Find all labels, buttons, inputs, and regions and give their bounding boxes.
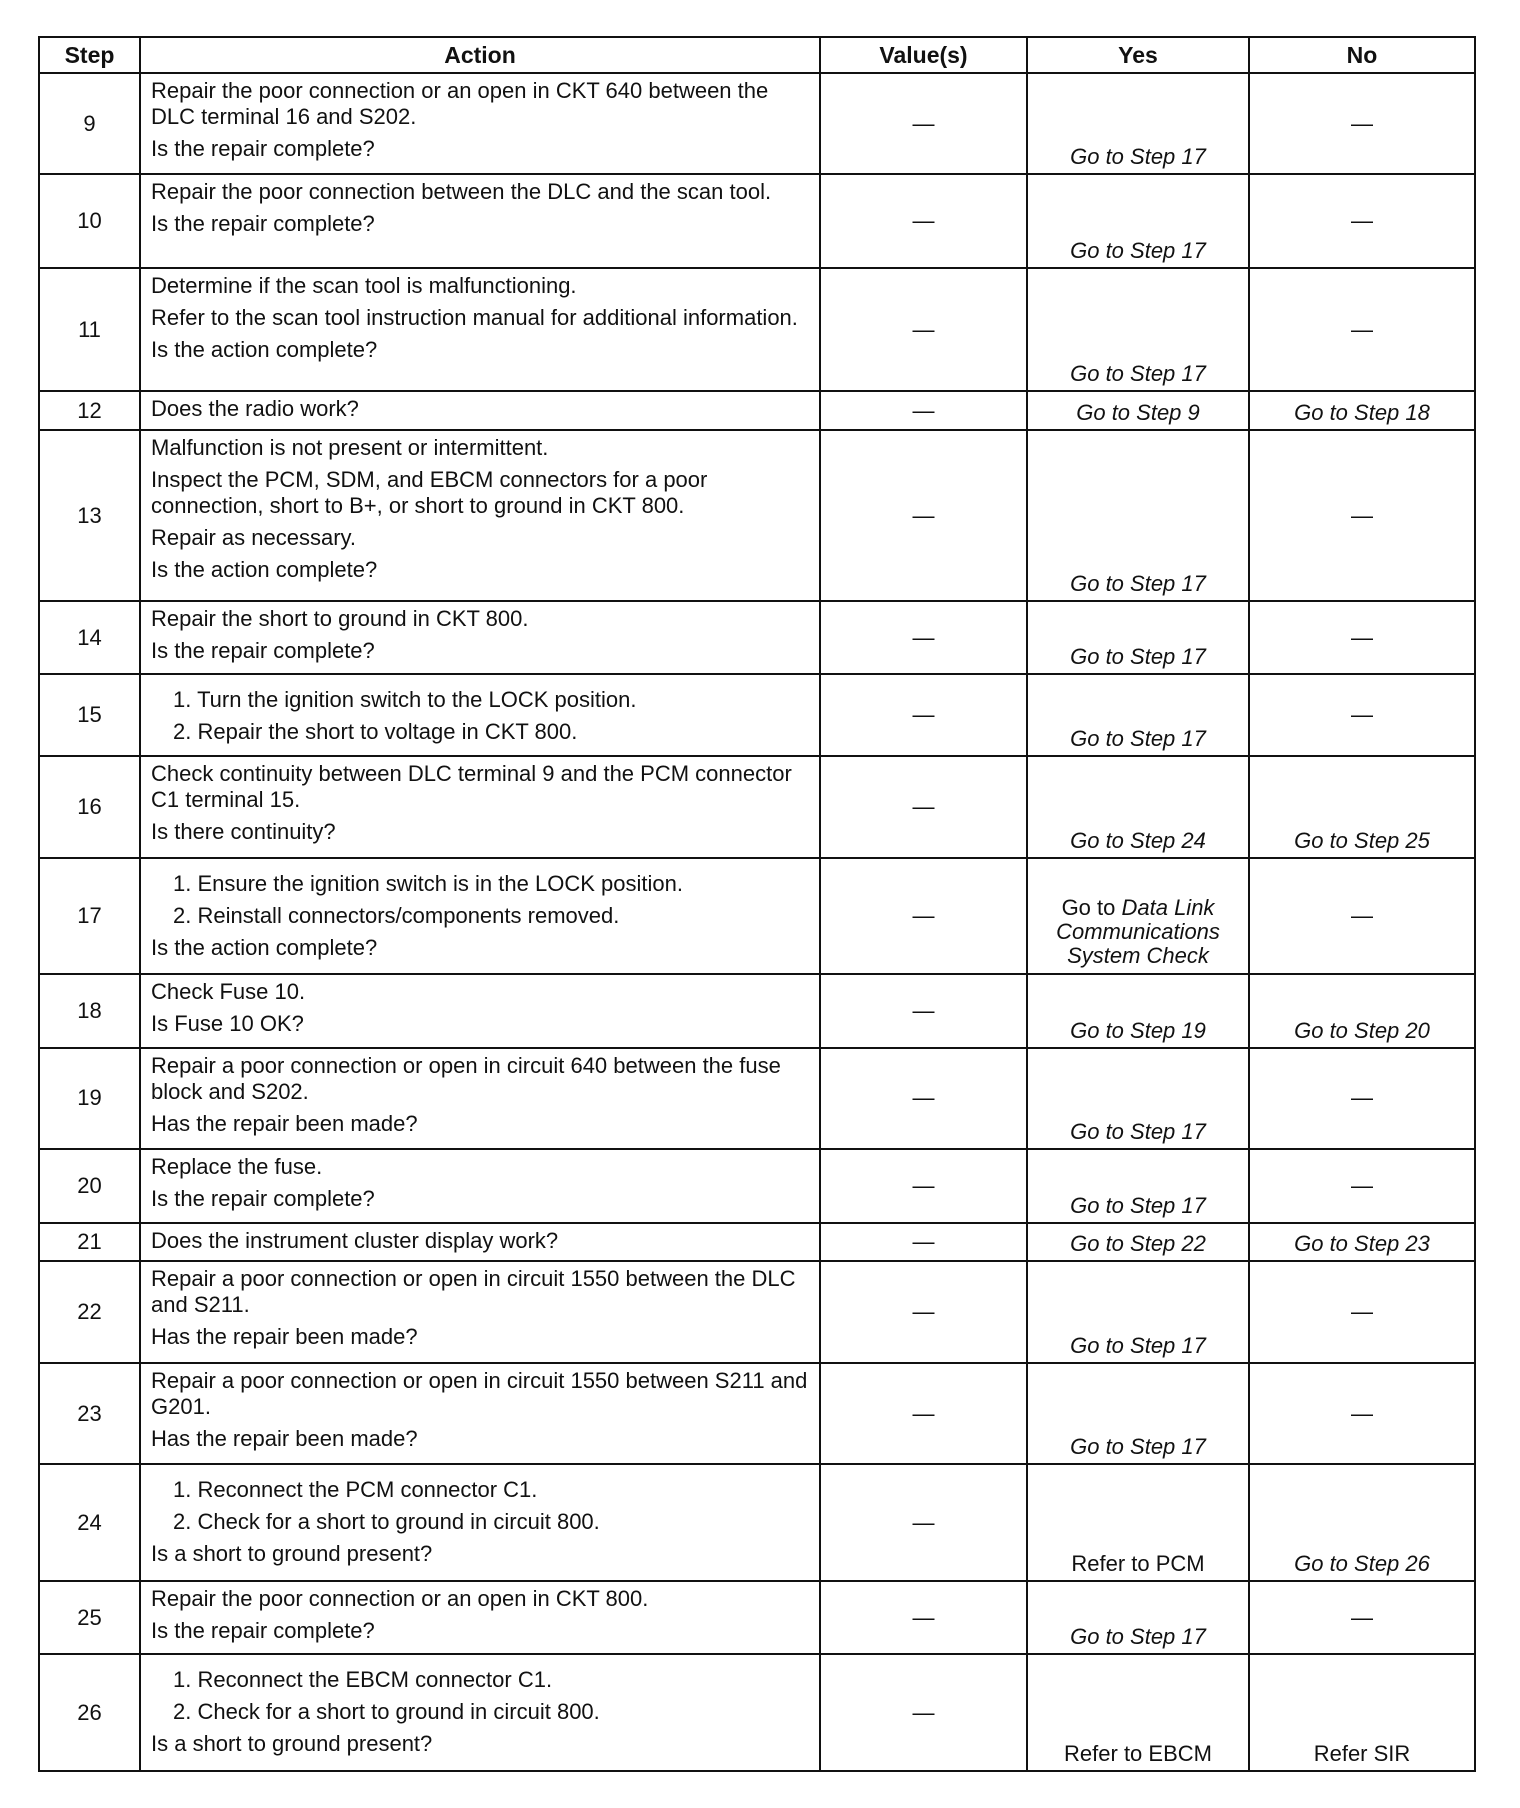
value-cell [820, 1654, 1027, 1771]
step-number: 20 [39, 1149, 140, 1222]
numbered-instruction: 1. Turn the ignition switch to the LOCK position. [173, 687, 637, 713]
value-cell [820, 1464, 1027, 1581]
yes-reference-link-line1: Data Link [1121, 895, 1215, 921]
yes-reference: Go to Step 19 [1070, 1017, 1206, 1043]
yes-cell [1027, 268, 1249, 391]
step-number: 12 [39, 391, 140, 430]
value-cell [820, 974, 1027, 1047]
action-line: Check continuity between DLC terminal 9 and the PCM connector C1 terminal 15. [151, 761, 792, 813]
header-action: Action [140, 37, 820, 73]
yes-reference: Go to Step 9 [1076, 400, 1200, 426]
action-line: Inspect the PCM, SDM, and EBCM connectors for a poor connection, short to B+, or short to ground in CKT 800. [151, 467, 708, 519]
yes-reference: Refer to PCM [1071, 1550, 1205, 1576]
step-number: 15 [39, 674, 140, 756]
value-cell [820, 1223, 1027, 1262]
header-values: Value(s) [820, 37, 1027, 73]
action-line: Check Fuse 10. [151, 979, 306, 1005]
no-reference: — [1351, 208, 1373, 234]
action-line: Repair as necessary. [151, 525, 357, 551]
yes-cell [1027, 391, 1249, 430]
action-cell [140, 674, 820, 756]
step-number: 23 [39, 1363, 140, 1464]
value-dash: — [912, 397, 935, 423]
step-number: 16 [39, 756, 140, 857]
yes-reference: Go to Step 17 [1070, 726, 1206, 752]
no-cell [1249, 1654, 1475, 1771]
yes-cell [1027, 430, 1249, 601]
yes-reference-link-line3: System Check [1067, 943, 1209, 969]
table-row [39, 674, 1475, 756]
no-reference: — [1351, 1604, 1373, 1630]
table-row [39, 268, 1475, 391]
yes-cell [1027, 756, 1249, 857]
yes-cell [1027, 1581, 1249, 1654]
table-row [39, 1363, 1475, 1464]
value-cell [820, 1048, 1027, 1149]
yes-cell [1027, 1261, 1249, 1362]
value-dash: — [912, 1604, 935, 1630]
table-row [39, 73, 1475, 174]
no-reference: Refer SIR [1313, 1741, 1411, 1766]
action-cell [140, 1464, 820, 1581]
action-line: Refer to the scan tool instruction manual for additional information. [151, 305, 798, 331]
table-row [39, 601, 1475, 674]
action-line: Repair the short to ground in CKT 800. [151, 605, 529, 631]
action-line: Has the repair been made? [151, 1110, 418, 1136]
action-line: Has the repair been made? [151, 1324, 418, 1350]
action-line: Is the action complete? [151, 337, 378, 363]
step-number: 9 [39, 73, 140, 174]
action-cell [140, 1223, 820, 1262]
yes-cell [1027, 1223, 1249, 1262]
step-number: 11 [39, 268, 140, 391]
action-cell [140, 601, 820, 674]
yes-cell [1027, 601, 1249, 674]
action-line: Is a short to ground present? [151, 1731, 433, 1757]
action-cell [140, 1261, 820, 1362]
no-reference: Go to Step 26 [1294, 1550, 1430, 1576]
action-line: Is the repair complete? [151, 637, 375, 663]
no-cell [1249, 1149, 1475, 1222]
yes-reference-link-line2: Communications [1056, 919, 1220, 945]
action-line: Replace the fuse. [151, 1154, 323, 1180]
action-line: Repair the poor connection between the DLC and the scan tool. [151, 179, 772, 205]
action-cell [140, 1581, 820, 1654]
action-cell [140, 268, 820, 391]
action-cell [140, 1048, 820, 1149]
action-line: Is the repair complete? [151, 1617, 375, 1643]
no-reference: — [1351, 1085, 1373, 1111]
no-cell [1249, 1363, 1475, 1464]
action-line: Repair a poor connection or open in circuit 1550 between S211 and G201. [151, 1367, 808, 1419]
no-cell [1249, 858, 1475, 975]
value-cell [820, 1149, 1027, 1222]
diagnostic-step-table [38, 36, 1476, 1772]
no-cell [1249, 174, 1475, 268]
step-number: 18 [39, 974, 140, 1047]
yes-reference: Go to Step 24 [1070, 827, 1206, 853]
table-row [39, 1048, 1475, 1149]
value-cell [820, 1581, 1027, 1654]
value-dash: — [912, 1172, 935, 1198]
action-line: Malfunction is not present or intermittent. [151, 435, 549, 461]
step-number: 17 [39, 858, 140, 975]
value-dash: — [912, 1400, 935, 1426]
action-cell [140, 391, 820, 430]
yes-reference: Go to Step 17 [1070, 570, 1206, 596]
yes-cell [1027, 1149, 1249, 1222]
value-dash: — [912, 110, 935, 136]
yes-reference: Go to Step 17 [1070, 644, 1206, 670]
yes-reference: Refer to EBCM [1064, 1741, 1212, 1766]
numbered-instruction: 2. Check for a short to ground in circuit 800. [173, 1509, 600, 1535]
no-cell [1249, 73, 1475, 174]
action-line: Repair a poor connection or open in circuit 640 between the fuse block and S202. [151, 1052, 781, 1104]
diagnostic-table-sheet [38, 36, 1474, 1772]
yes-cell [1027, 1654, 1249, 1771]
value-dash: — [912, 702, 935, 728]
yes-cell [1027, 73, 1249, 174]
no-cell [1249, 1464, 1475, 1581]
no-cell [1249, 756, 1475, 857]
yes-cell [1027, 858, 1249, 975]
action-line: Repair a poor connection or open in circuit 1550 between the DLC and S211. [151, 1266, 796, 1318]
no-cell [1249, 1048, 1475, 1149]
table-row [39, 1654, 1475, 1771]
step-number: 26 [39, 1654, 140, 1771]
header-no: No [1249, 37, 1475, 73]
value-dash: — [912, 1085, 935, 1111]
table-row [39, 1261, 1475, 1362]
step-number: 25 [39, 1581, 140, 1654]
table-row [39, 391, 1475, 430]
yes-reference: Go to Step 17 [1070, 1434, 1206, 1460]
yes-cell [1027, 974, 1249, 1047]
action-line: Is Fuse 10 OK? [151, 1011, 304, 1037]
action-cell [140, 756, 820, 857]
action-line: Repair the poor connection or an open in CKT 800. [151, 1585, 649, 1611]
no-reference: Go to Step 18 [1294, 400, 1430, 426]
yes-cell [1027, 174, 1249, 268]
action-cell [140, 73, 820, 174]
header-yes: Yes [1027, 37, 1249, 73]
no-reference: — [1351, 624, 1373, 650]
numbered-instruction: 2. Check for a short to ground in circuit 800. [173, 1699, 600, 1725]
action-line: Determine if the scan tool is malfunctioning. [151, 273, 577, 299]
step-number: 13 [39, 430, 140, 601]
no-reference: — [1351, 1400, 1373, 1426]
no-reference: — [1351, 903, 1373, 928]
yes-cell [1027, 1464, 1249, 1581]
yes-reference: Go to Step 22 [1070, 1231, 1206, 1257]
step-number: 22 [39, 1261, 140, 1362]
yes-reference: Go to Step 17 [1070, 1624, 1206, 1650]
action-line: Is the repair complete? [151, 136, 375, 161]
numbered-instruction: 1. Reconnect the EBCM connector C1. [173, 1667, 553, 1693]
yes-cell [1027, 1048, 1249, 1149]
numbered-instruction: 1. Ensure the ignition switch is in the LOCK position. [173, 870, 683, 896]
action-line: Is the action complete? [151, 934, 378, 960]
no-cell [1249, 1261, 1475, 1362]
value-cell [820, 756, 1027, 857]
yes-reference: Go to Step 17 [1070, 144, 1206, 170]
no-cell [1249, 430, 1475, 601]
no-cell [1249, 1223, 1475, 1262]
action-cell [140, 1149, 820, 1222]
action-cell [140, 858, 820, 975]
yes-reference: Go to Step 17 [1070, 1332, 1206, 1358]
no-cell [1249, 391, 1475, 430]
no-cell [1249, 601, 1475, 674]
action-line: Has the repair been made? [151, 1425, 418, 1451]
action-line: Is a short to ground present? [151, 1541, 433, 1567]
value-cell [820, 601, 1027, 674]
table-row [39, 1149, 1475, 1222]
value-dash: — [912, 1699, 935, 1725]
no-reference: Go to Step 20 [1294, 1017, 1430, 1043]
value-cell [820, 674, 1027, 756]
yes-reference: Go to Step 17 [1070, 238, 1206, 264]
step-number: 10 [39, 174, 140, 268]
action-line: Does the instrument cluster display work? [151, 1227, 559, 1253]
yes-reference: Go to Step 17 [1070, 1192, 1206, 1218]
no-cell [1249, 974, 1475, 1047]
table-row [39, 974, 1475, 1047]
table-row [39, 1223, 1475, 1262]
no-reference: Go to Step 23 [1294, 1231, 1430, 1257]
action-cell [140, 430, 820, 601]
value-dash: — [912, 1509, 935, 1535]
action-line: Is the repair complete? [151, 1186, 375, 1212]
yes-reference: Go to Step 17 [1070, 361, 1206, 387]
no-reference: — [1351, 1299, 1373, 1325]
action-line: Repair the poor connection or an open in CKT 640 between the DLC terminal 16 and S202. [151, 78, 769, 129]
value-dash: — [912, 997, 935, 1023]
value-cell [820, 391, 1027, 430]
yes-cell [1027, 674, 1249, 756]
table-header-row [39, 37, 1475, 73]
no-reference: — [1351, 110, 1373, 136]
value-dash: — [912, 1228, 935, 1254]
step-number: 14 [39, 601, 140, 674]
value-cell [820, 268, 1027, 391]
no-reference: — [1351, 316, 1373, 342]
action-cell [140, 174, 820, 268]
step-number: 21 [39, 1223, 140, 1262]
value-dash: — [912, 793, 935, 819]
header-step: Step [39, 37, 140, 73]
yes-cell [1027, 1363, 1249, 1464]
action-line: Is there continuity? [151, 819, 336, 845]
no-cell [1249, 268, 1475, 391]
value-dash: — [912, 208, 935, 234]
action-cell [140, 1654, 820, 1771]
step-number: 19 [39, 1048, 140, 1149]
value-dash: — [912, 903, 935, 928]
value-cell [820, 1261, 1027, 1362]
numbered-instruction: 1. Reconnect the PCM connector C1. [173, 1477, 538, 1503]
yes-reference: Go to Step 17 [1070, 1119, 1206, 1145]
numbered-instruction: 2. Repair the short to voltage in CKT 800. [173, 719, 578, 745]
table-row [39, 1581, 1475, 1654]
table-row [39, 1464, 1475, 1581]
action-line: Does the radio work? [151, 396, 359, 422]
action-line: Is the action complete? [151, 557, 378, 583]
value-cell [820, 858, 1027, 975]
table-row [39, 858, 1475, 975]
yes-reference [1028, 896, 1248, 970]
table-body [39, 73, 1475, 1771]
value-cell [820, 73, 1027, 174]
value-cell [820, 430, 1027, 601]
no-cell [1249, 674, 1475, 756]
table-row [39, 174, 1475, 268]
action-line: Is the repair complete? [151, 211, 375, 237]
yes-reference-prefix: Go to [1061, 895, 1122, 921]
no-reference: — [1351, 502, 1373, 528]
numbered-instruction: 2. Reinstall connectors/components removed. [173, 902, 620, 928]
value-dash: — [912, 316, 935, 342]
value-cell [820, 1363, 1027, 1464]
value-dash: — [912, 624, 935, 650]
value-cell [820, 174, 1027, 268]
action-cell [140, 1363, 820, 1464]
value-dash: — [912, 1299, 935, 1325]
no-reference: Go to Step 25 [1294, 827, 1430, 853]
value-dash: — [912, 502, 935, 528]
step-number: 24 [39, 1464, 140, 1581]
no-reference: — [1351, 702, 1373, 728]
action-cell [140, 974, 820, 1047]
no-cell [1249, 1581, 1475, 1654]
table-row [39, 430, 1475, 601]
no-reference: — [1351, 1172, 1373, 1198]
table-row [39, 756, 1475, 857]
